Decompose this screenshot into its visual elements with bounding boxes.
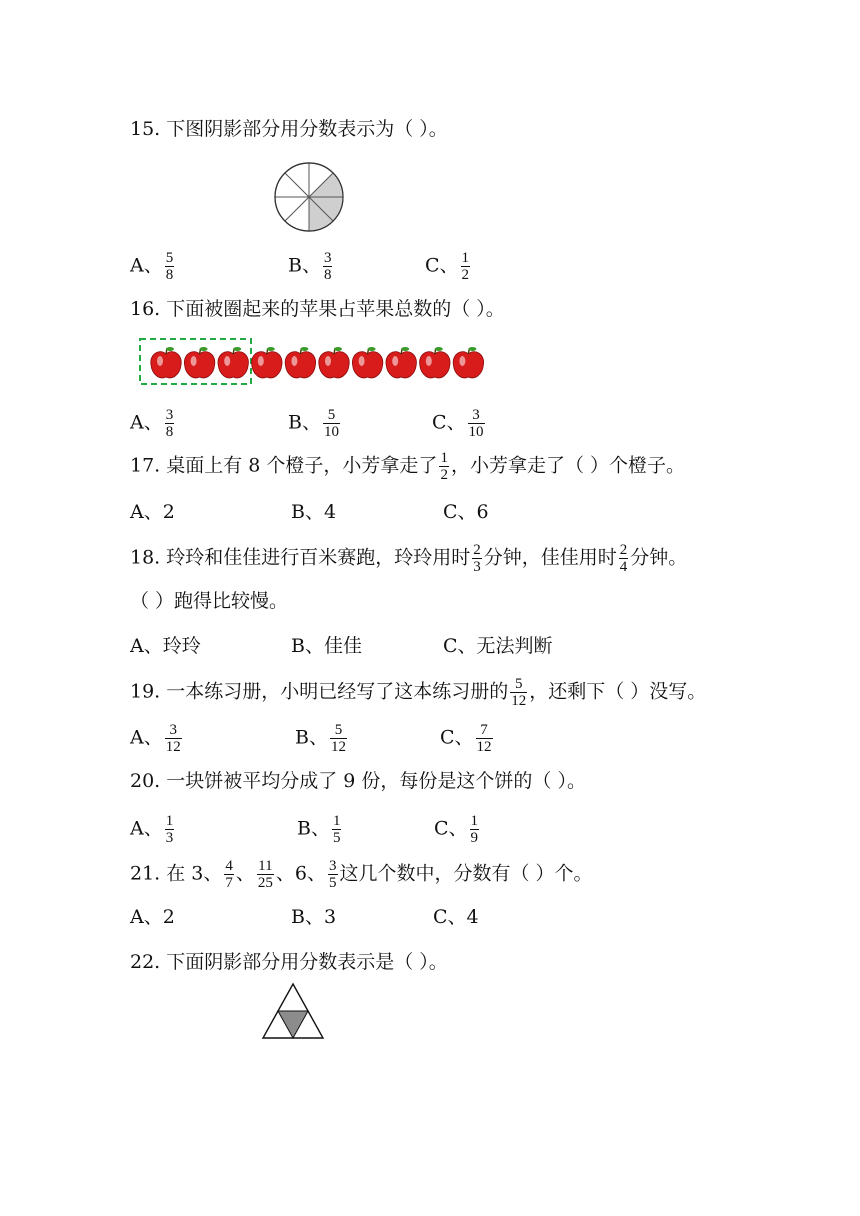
- shaded-triangle-figure: [260, 982, 326, 1040]
- q20-option-b-fraction: $\frac{1}{5}$: [332, 813, 341, 846]
- q16-option-c-fraction: $\frac{3}{10}$: [468, 407, 484, 440]
- q20-option-c[interactable]: C、 $\frac{1}{9}$: [434, 813, 479, 846]
- q19-fraction: $\frac{5}{12}$: [511, 676, 527, 709]
- question-18: 18. 玲玲和佳佳进行百米赛跑，玲玲用时 $\frac{2}{3}$ 分钟，佳佳用时 $\frac{2}{4}$ 分钟。: [130, 542, 688, 575]
- q19-option-b-fraction: $\frac{5}{12}$: [330, 722, 346, 755]
- question-22: 22. 下面阴影部分用分数表示是（ ）。: [130, 951, 448, 973]
- q15-option-c[interactable]: C、 $\frac{1}{2}$: [425, 250, 470, 283]
- q18-fraction-lingling: $\frac{2}{3}$: [473, 542, 481, 575]
- apple-icon: [319, 347, 349, 378]
- question-21: 21. 在 3、 $\frac{4}{7}$ 、 $\frac{11}{25}$ 、6、 $\frac{3}{5}$ 这几个数中，分数有（ ）个。: [130, 858, 593, 891]
- q15-option-c-fraction: $\frac{1}{2}$: [461, 250, 470, 283]
- q21-option-c[interactable]: C、4: [433, 906, 479, 928]
- question-17: 17. 桌面上有 8 个橙子，小芳拿走了 $\frac{1}{2}$ ，小芳拿走了（ ）个橙子。: [130, 450, 685, 483]
- q21-fraction-3: $\frac{3}{5}$: [329, 858, 337, 891]
- apple-icon: [218, 347, 248, 378]
- shaded-circle-figure: [272, 160, 346, 234]
- q21-option-b[interactable]: B、3: [291, 906, 337, 928]
- q19-option-c-fraction: $\frac{7}{12}$: [476, 722, 492, 755]
- question-19: 19. 一本练习册，小明已经写了这本练习册的 $\frac{5}{12}$ ，还剩下（ ）没写。: [130, 676, 707, 709]
- q18-option-b[interactable]: B、佳佳: [291, 635, 362, 657]
- q20-option-c-fraction: $\frac{1}{9}$: [470, 813, 479, 846]
- question-15: 15. 下图阴影部分用分数表示为（ ）。: [130, 118, 448, 140]
- apple-icon: [184, 347, 214, 378]
- q18-option-a[interactable]: A、玲玲: [130, 635, 201, 657]
- apples-figure: [138, 336, 488, 388]
- apple-icon: [252, 347, 282, 378]
- apple-icon: [386, 347, 416, 378]
- q17-option-b[interactable]: B、4: [291, 501, 337, 523]
- q16-option-b[interactable]: B、 $\frac{5}{10}$: [288, 407, 339, 440]
- q19-option-a-fraction: $\frac{3}{12}$: [165, 722, 181, 755]
- q20-option-b[interactable]: B、 $\frac{1}{5}$: [297, 813, 341, 846]
- q20-option-a-fraction: $\frac{1}{3}$: [165, 813, 174, 846]
- q16-option-a[interactable]: A、 $\frac{3}{8}$: [130, 407, 174, 440]
- q18-fraction-jiajia: $\frac{2}{4}$: [619, 542, 628, 575]
- q15-option-b[interactable]: B、 $\frac{3}{8}$: [288, 250, 332, 283]
- question-16: 16. 下面被圈起来的苹果占苹果总数的（ ）。: [130, 298, 505, 320]
- q16-option-c[interactable]: C、 $\frac{3}{10}$: [432, 407, 484, 440]
- q17-option-c[interactable]: C、6: [443, 501, 489, 523]
- q18-option-c[interactable]: C、无法判断: [443, 635, 553, 657]
- q21-option-a[interactable]: A、2: [130, 906, 175, 928]
- q16-option-b-fraction: $\frac{5}{10}$: [323, 407, 339, 440]
- apple-icon: [285, 347, 315, 378]
- q16-option-a-fraction: $\frac{3}{8}$: [165, 407, 174, 440]
- apple-icon: [453, 347, 483, 378]
- q17-fraction: $\frac{1}{2}$: [440, 450, 448, 483]
- question-18-line2: （ ）跑得比较慢。: [130, 590, 289, 612]
- q15-option-b-fraction: $\frac{3}{8}$: [323, 250, 332, 283]
- q20-option-a[interactable]: A、 $\frac{1}{3}$: [130, 813, 174, 846]
- question-20: 20. 一块饼被平均分成了 9 份，每份是这个饼的（ ）。: [130, 770, 586, 792]
- q21-fraction-1: $\frac{4}{7}$: [225, 858, 233, 891]
- apple-icon: [352, 347, 382, 378]
- q19-option-b[interactable]: B、 $\frac{5}{12}$: [295, 722, 346, 755]
- apple-icon: [420, 347, 450, 378]
- q19-option-c[interactable]: C、 $\frac{7}{12}$: [440, 722, 492, 755]
- q19-option-a[interactable]: A、 $\frac{3}{12}$: [130, 722, 181, 755]
- q17-option-a[interactable]: A、2: [130, 501, 175, 523]
- apple-icon: [151, 347, 181, 378]
- q15-option-a-fraction: $\frac{5}{8}$: [165, 250, 174, 283]
- q15-option-a[interactable]: A、 $\frac{5}{8}$: [130, 250, 174, 283]
- q21-fraction-2: $\frac{11}{25}$: [257, 858, 273, 891]
